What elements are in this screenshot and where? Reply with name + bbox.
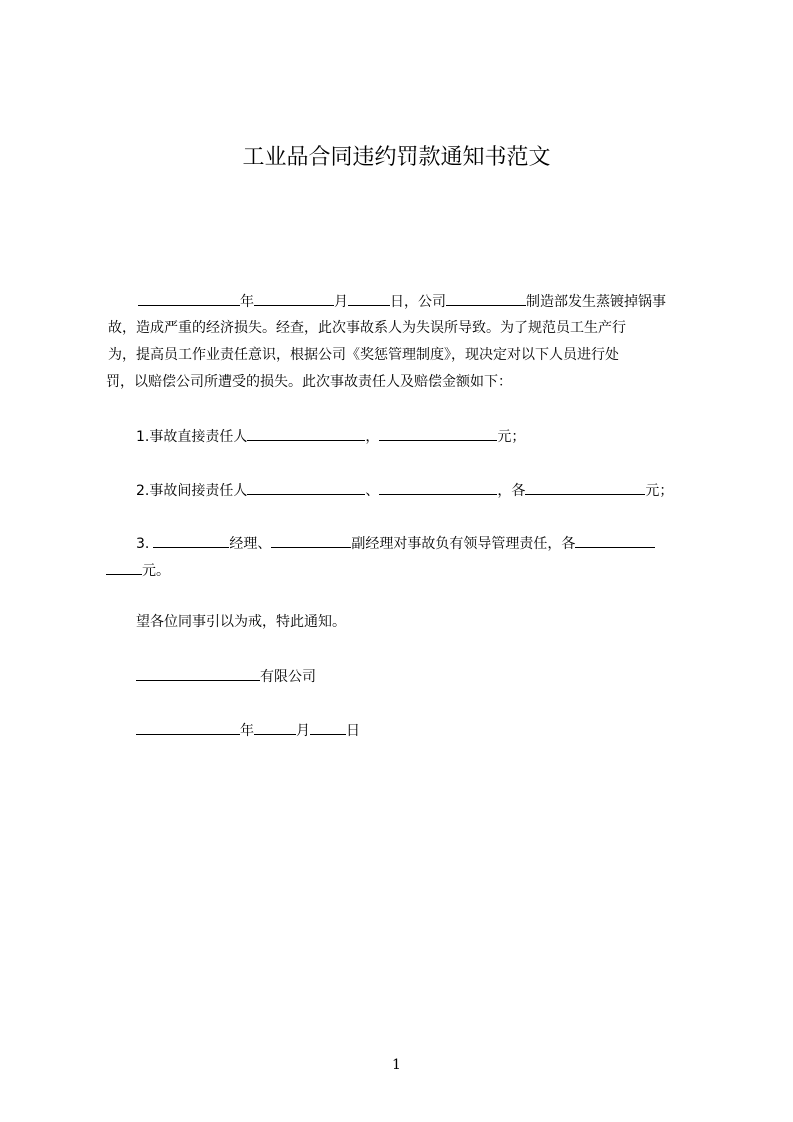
item-2 [136, 479, 673, 501]
company-suffix: 有限公司 [260, 669, 316, 685]
blank-year[interactable] [138, 290, 240, 306]
item-2-suffix: 元； [645, 483, 674, 499]
document-title: 工业品合同违约罚款通知书范文 [242, 145, 551, 170]
month-label: 月 [334, 294, 348, 310]
blank-manager[interactable] [153, 532, 229, 548]
intro-line-2: 故，造成严重的经济损失。经查，此次事故系人为失误所导致。为了规范员工生产行 [108, 320, 626, 336]
year-label: 年 [240, 294, 254, 310]
closing-notice: 望各位同事引以为戒，特此通知。 [136, 614, 346, 630]
item-2-prefix: 2.事故间接责任人 [136, 483, 248, 499]
company-signature [136, 665, 316, 687]
blank-sign-year[interactable] [136, 719, 240, 735]
item-1-separator: ， [365, 429, 380, 445]
item-2-separator: 、 [365, 483, 380, 499]
blank-deputy-manager[interactable] [271, 532, 351, 548]
intro-line-3: 为，提高员工作业责任意识，根据公司《奖惩管理制度》，现决定对以下人员进行处 [108, 347, 619, 363]
intro-line-4: 罚，以赔偿公司所遭受的损失。此次事故责任人及赔偿金额如下： [106, 374, 512, 390]
blank-indirect-person-2[interactable] [379, 479, 497, 495]
item-3 [136, 532, 655, 554]
blank-sign-day[interactable] [310, 719, 346, 735]
blank-month[interactable] [254, 290, 334, 306]
intro-line-1 [138, 290, 666, 312]
blank-leader-amount-b[interactable] [106, 559, 142, 575]
blank-indirect-amount[interactable] [525, 479, 645, 495]
page-number: 1 [392, 1057, 401, 1073]
item-3-deputy: 副经理对事故负有领导管理责任，各 [351, 536, 576, 552]
item-3-suffix: 元。 [142, 563, 170, 579]
blank-company-name[interactable] [136, 665, 260, 681]
intro-line-1-tail: 制造部发生蒸镀掉锅事 [526, 294, 666, 310]
blank-direct-amount[interactable] [379, 425, 497, 441]
blank-sign-month[interactable] [254, 719, 296, 735]
day-company-label: 日，公司 [390, 294, 446, 310]
blank-indirect-person-1[interactable] [247, 479, 365, 495]
sign-year-label: 年 [240, 723, 254, 739]
item-3-manager: 经理、 [229, 536, 272, 552]
sign-month-label: 月 [296, 723, 310, 739]
item-1 [136, 425, 525, 447]
item-1-suffix: 元； [497, 429, 526, 445]
item-2-each: ，各 [497, 483, 526, 499]
blank-direct-person[interactable] [247, 425, 365, 441]
blank-day[interactable] [348, 290, 390, 306]
sign-day-label: 日 [346, 723, 360, 739]
blank-leader-amount-a[interactable] [575, 532, 655, 548]
signature-date [136, 719, 360, 741]
item-3-prefix: 3. [136, 536, 150, 552]
item-3-continued [106, 559, 170, 581]
item-1-prefix: 1.事故直接责任人 [136, 429, 248, 445]
blank-company[interactable] [446, 290, 526, 306]
